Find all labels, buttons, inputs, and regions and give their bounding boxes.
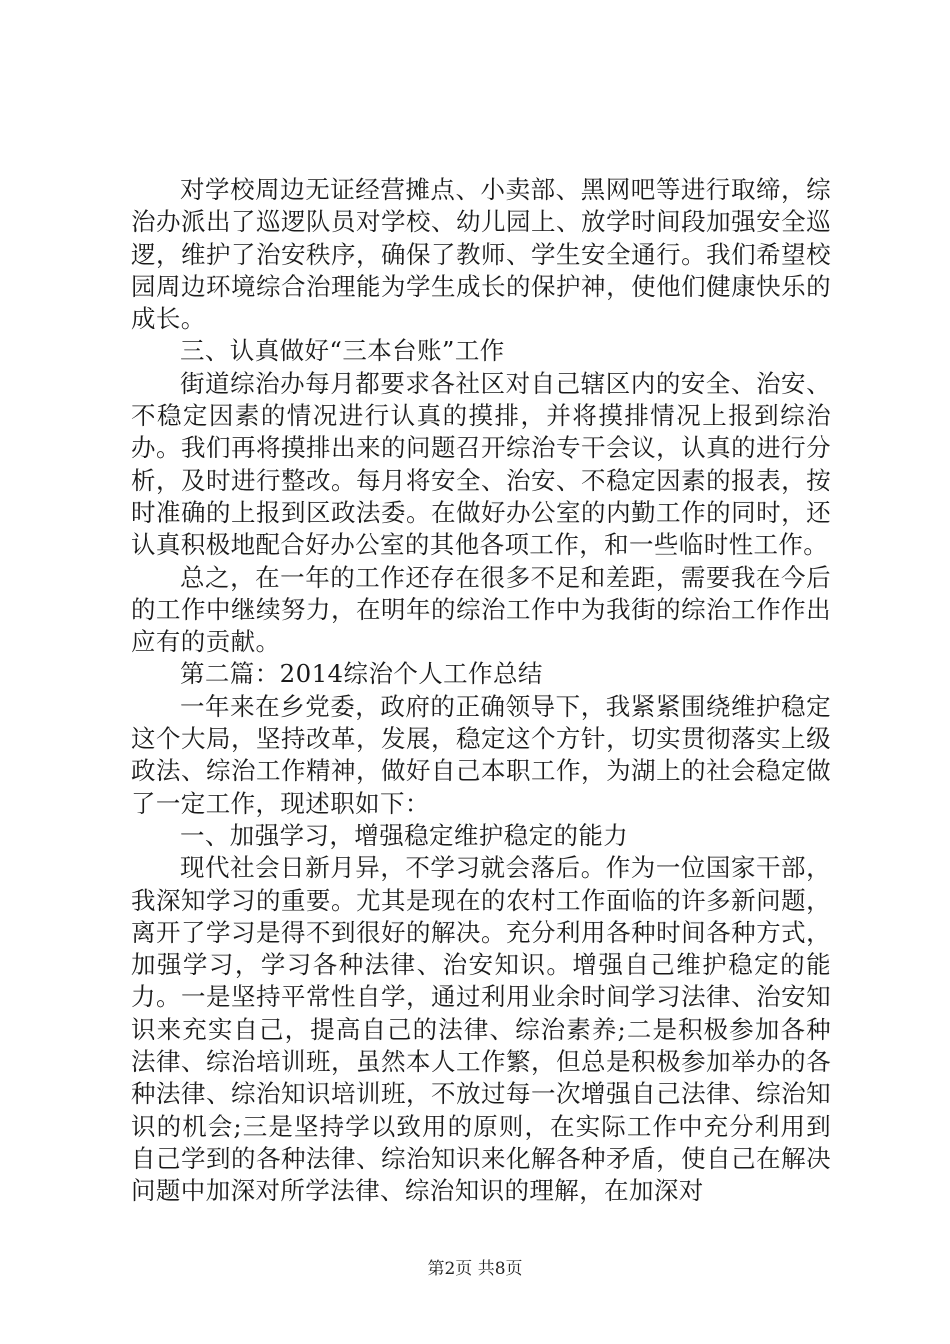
paragraph: 现代社会日新月异，不学习就会落后。作为一位国家干部，我深知学习的重要。尤其是现在的农村工作面临的许多新问题，离开了学习是得不到很好的解决。充分利用各种时间各种方式，加强学习，学习各种法律、治安知识。增强自己维护稳定的能力。一是坚持平常性自学，通过利用业余时间学习法律、治安知识来充实自己，提高自己的法律、综治素养;二是积极参加各种法律、综治培训班，虽然本人工作繁，但总是积极参加举办的各种法律、综治知识培训班，不放过每一次增强自己法律、综治知识的机会;三是坚持学以致用的原则，在实际工作中充分利用到自己学到的各种法律、综治知识来化解各种矛盾，使自己在解决问题中加深对所学法律、综治知识的理解，在加深对 <box>131 853 831 1206</box>
paragraph: 一年来在乡党委，政府的正确领导下，我紧紧围绕维护稳定这个大局，坚持改革，发展，稳定这个方针，切实贯彻落实上级政法、综治工作精神，做好自己本职工作，为湖上的社会稳定做了一定工作，现述职如下： <box>131 691 831 818</box>
section-heading: 三、认真做好“三本台账”工作 <box>180 336 505 366</box>
section-heading: 一、加强学习，增强稳定维护稳定的能力 <box>180 820 629 850</box>
body-text <box>131 174 831 1208</box>
chapter-heading: 第二篇：2014综治个人工作总结 <box>180 659 543 689</box>
paragraph: 总之，在一年的工作还存在很多不足和差距，需要我在今后的工作中继续努力，在明年的综治工作中为我街的综治工作作出应有的贡献。 <box>131 562 831 657</box>
page-footer: 第2页 共8页 <box>427 1259 523 1279</box>
paragraph: 对学校周边无证经营摊点、小卖部、黑网吧等进行取缔，综治办派出了巡逻队员对学校、幼儿园上、放学时间段加强安全巡逻，维护了治安秩序，确保了教师、学生安全通行。我们希望校园周边环境综合治理能为学生成长的保护神，使他们健康快乐的成长。 <box>131 175 831 334</box>
paragraph: 街道综治办每月都要求各社区对自己辖区内的安全、治安、不稳定因素的情况进行认真的摸排，并将摸排情况上报到综治办。我们再将摸排出来的问题召开综治专干会议，认真的进行分析，及时进行整改。每月将安全、治安、不稳定因素的报表，按时准确的上报到区政法委。在做好办公室的内勤工作的同时，还认真积极地配合好办公室的其他各项工作，和一些临时性工作。 <box>131 368 831 560</box>
